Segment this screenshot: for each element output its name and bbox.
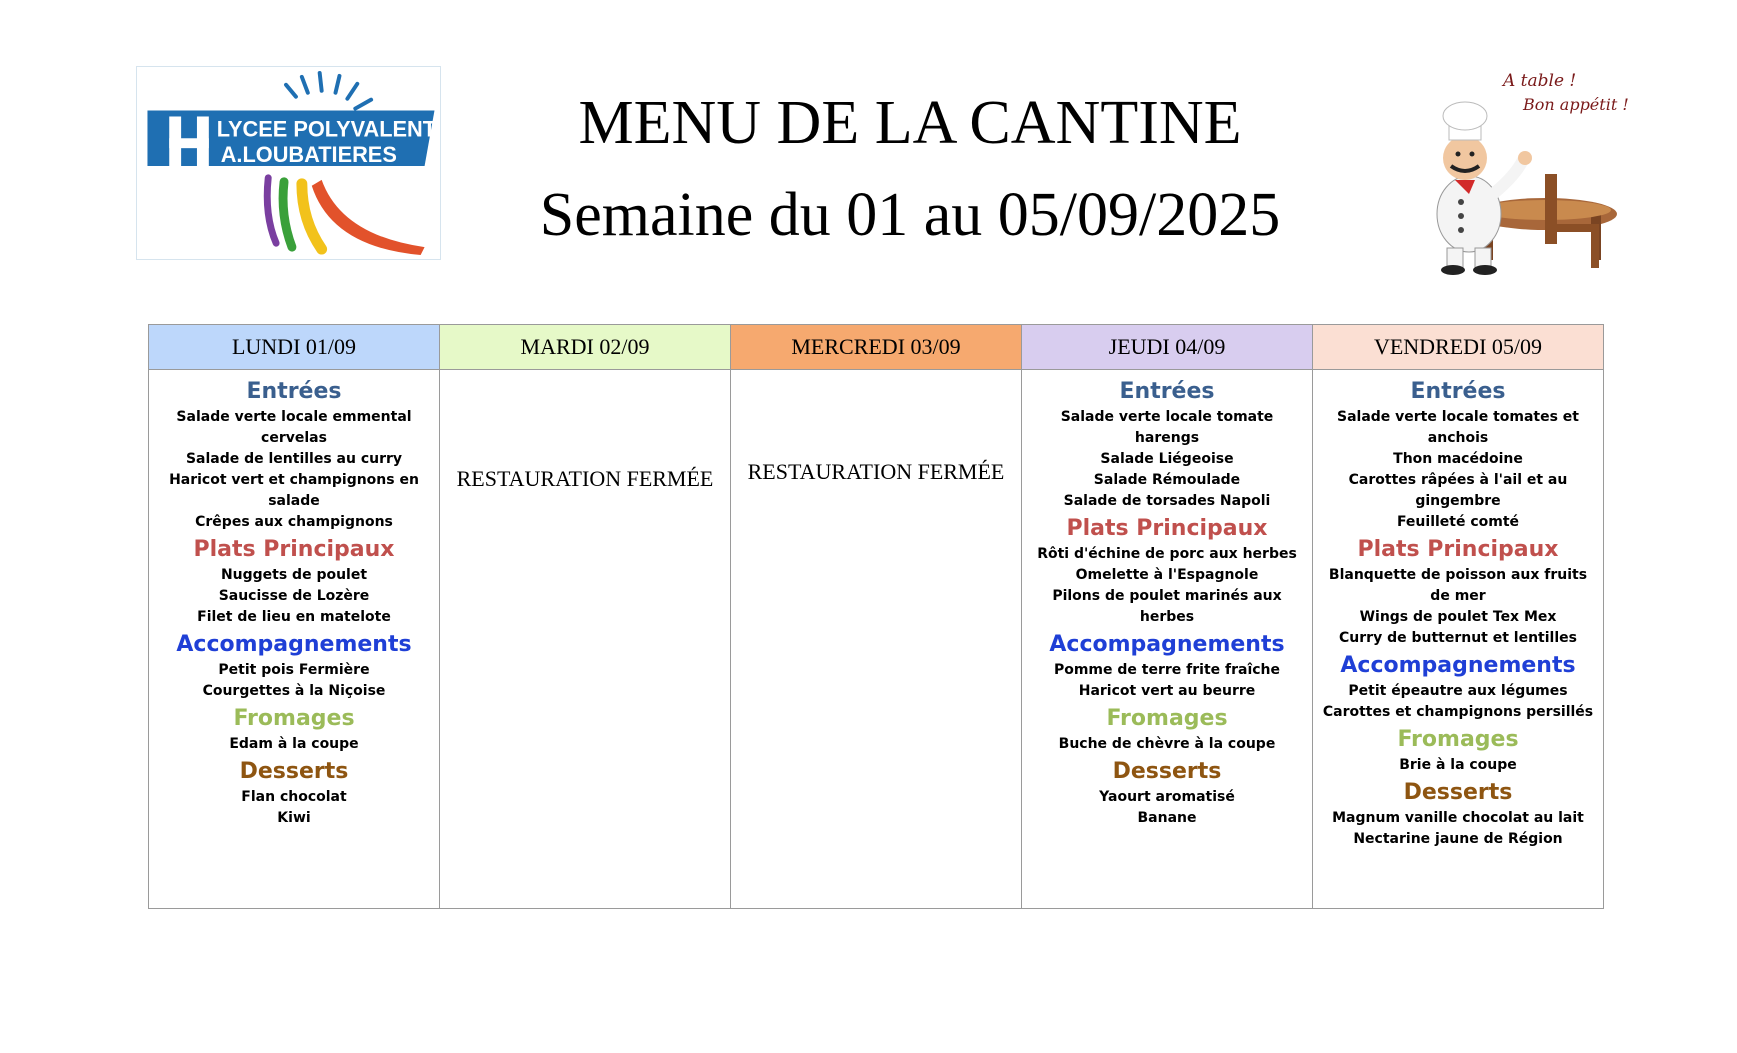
- menu-item: Omelette à l'Espagnole: [1075, 567, 1259, 583]
- logo-line2: A.LOUBATIERES: [220, 142, 397, 168]
- menu-item: Magnum vanille chocolat au lait: [1332, 810, 1584, 826]
- menu-item: Salade Rémoulade: [1093, 472, 1241, 488]
- menu-item: Pomme de terre frite fraîche: [1053, 662, 1281, 678]
- menu-item: Banane: [1137, 810, 1197, 826]
- menu-item: Brie à la coupe: [1399, 757, 1517, 773]
- chef-caption-line1: A table !: [1503, 71, 1577, 91]
- thursday-menu: [1022, 370, 1313, 909]
- desserts-heading: Desserts: [1112, 759, 1222, 784]
- plats-heading: Plats Principaux: [1357, 537, 1559, 562]
- menu-item: Kiwi: [277, 810, 311, 826]
- menu-item: Salade de torsades Napoli: [1063, 493, 1271, 509]
- entrees-heading: Entrées: [1119, 379, 1215, 404]
- menu-item: Buche de chèvre à la coupe: [1058, 736, 1276, 752]
- menu-item: Nuggets de poulet: [220, 567, 368, 583]
- school-logo: [136, 66, 441, 260]
- logo-line1: LYCEE POLYVALENT: [216, 116, 437, 142]
- day-header-monday: LUNDI 01/09: [149, 325, 440, 370]
- accompagnements-heading: Accompagnements: [1049, 632, 1285, 657]
- menu-item: Edam à la coupe: [229, 736, 359, 752]
- menu-item: Curry de butternut et lentilles: [1339, 630, 1577, 646]
- plats-heading: Plats Principaux: [193, 537, 395, 562]
- menu-item: Saucisse de Lozère: [218, 588, 370, 604]
- menu-item: Salade de lentilles au curry: [185, 451, 403, 467]
- menu-item: Thon macédoine: [1393, 451, 1523, 467]
- menu-item: Haricot vert et champignons en salade: [169, 472, 419, 509]
- menu-item: Courgettes à la Niçoise: [202, 683, 386, 699]
- fromages-heading: Fromages: [1106, 706, 1228, 731]
- menu-item: Nectarine jaune de Région: [1353, 831, 1563, 847]
- menu-item: Blanquette de poisson aux fruits de mer: [1328, 567, 1588, 604]
- menu-item: Petit épeautre aux légumes: [1348, 683, 1568, 699]
- tuesday-menu: [440, 370, 731, 909]
- menu-item: Pilons de poulet marinés aux herbes: [1052, 588, 1282, 625]
- page-title: MENU DE LA CANTINE: [578, 89, 1242, 157]
- chef-graphic: [1395, 64, 1630, 276]
- menu-item: Salade Liégeoise: [1100, 451, 1234, 467]
- menu-item: Haricot vert au beurre: [1078, 683, 1256, 699]
- desserts-heading: Desserts: [239, 759, 349, 784]
- menu-content-row: [149, 370, 1604, 909]
- fromages-heading: Fromages: [233, 706, 355, 731]
- day-header-row: [149, 325, 1604, 370]
- closed-notice: RESTAURATION FERMÉE: [456, 466, 714, 491]
- menu-item: Rôti d'échine de porc aux herbes: [1037, 546, 1297, 562]
- day-header-wednesday: MERCREDI 03/09: [731, 325, 1022, 370]
- menu-item: Petit pois Fermière: [218, 662, 370, 678]
- menu-table: [148, 324, 1604, 909]
- entrees-heading: Entrées: [1410, 379, 1506, 404]
- plats-heading: Plats Principaux: [1066, 516, 1268, 541]
- menu-item: Flan chocolat: [241, 789, 347, 805]
- day-header-thursday: JEUDI 04/09: [1022, 325, 1313, 370]
- friday-menu: [1313, 370, 1604, 909]
- menu-item: Carottes râpées à l'ail et au gingembre: [1348, 472, 1568, 509]
- closed-notice: RESTAURATION FERMÉE: [747, 459, 1005, 484]
- menu-item: Wings de poulet Tex Mex: [1359, 609, 1557, 625]
- school-logo-graphic: [137, 67, 440, 259]
- entrees-heading: Entrées: [246, 379, 342, 404]
- menu-item: Salade verte locale tomate harengs: [1060, 409, 1274, 446]
- chef-caption-line2: Bon appétit !: [1523, 95, 1629, 114]
- monday-menu: [149, 370, 440, 909]
- menu-item: Salade verte locale emmental cervelas: [176, 409, 412, 446]
- accompagnements-heading: Accompagnements: [176, 632, 412, 657]
- menu-item: Crêpes aux champignons: [195, 514, 393, 530]
- menu-item: Filet de lieu en matelote: [197, 609, 391, 625]
- menu-item: Feuilleté comté: [1396, 514, 1520, 530]
- chef-illustration: [1395, 64, 1630, 276]
- fromages-heading: Fromages: [1397, 727, 1519, 752]
- page-subtitle: Semaine du 01 au 05/09/2025: [539, 181, 1281, 249]
- menu-item: Yaourt aromatisé: [1099, 789, 1235, 805]
- menu-item: Carottes et champignons persillés: [1322, 704, 1594, 720]
- day-header-tuesday: MARDI 02/09: [440, 325, 731, 370]
- accompagnements-heading: Accompagnements: [1340, 653, 1576, 678]
- day-header-friday: VENDREDI 05/09: [1313, 325, 1604, 370]
- menu-item: Salade verte locale tomates et anchois: [1336, 409, 1579, 446]
- desserts-heading: Desserts: [1403, 780, 1513, 805]
- wednesday-menu: [731, 370, 1022, 909]
